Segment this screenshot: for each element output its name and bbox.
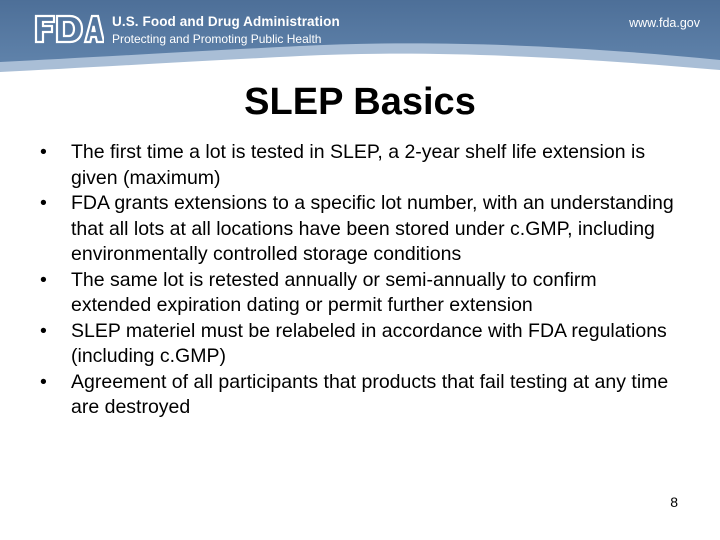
bullet-text: The first time a lot is tested in SLEP, a 2-year shelf life extension is given (maximum) xyxy=(71,141,646,189)
agency-name: U.S. Food and Drug Administration xyxy=(112,14,340,29)
agency-tagline: Protecting and Promoting Public Health xyxy=(112,32,322,46)
bullet-item xyxy=(40,140,680,191)
bullet-item xyxy=(40,319,680,370)
slide-header-banner xyxy=(0,0,720,78)
header-wave-background xyxy=(0,0,720,78)
bullet-item xyxy=(40,268,680,319)
bullet-text: The same lot is retested annually or semi-annually to confirm extended expiration dating or permit further extension xyxy=(71,268,597,316)
page-number: 8 xyxy=(670,494,678,510)
website-link[interactable]: www.fda.gov xyxy=(629,16,700,30)
bullet-text: Agreement of all participants that products that fail testing at any time are destroyed xyxy=(71,370,669,418)
bullet-marker: • xyxy=(40,370,47,393)
bullet-marker: • xyxy=(40,319,47,342)
bullet-item xyxy=(40,370,680,421)
bullet-marker: • xyxy=(40,141,47,163)
slide-title: SLEP Basics xyxy=(244,81,476,123)
bullet-item xyxy=(40,191,680,268)
bullet-text: FDA grants extensions to a specific lot number, with an understanding that all lots at all locations have been stored under c.GMP, including environmentally controlled storage conditions xyxy=(71,192,674,265)
bullet-marker: • xyxy=(40,268,47,291)
bullet-marker: • xyxy=(40,192,47,214)
bullet-text: SLEP materiel must be relabeled in accordance with FDA regulations (including c.GMP) xyxy=(71,319,667,367)
agency-block xyxy=(112,14,340,47)
bullet-list xyxy=(40,140,680,421)
fda-logo-icon xyxy=(34,14,104,44)
